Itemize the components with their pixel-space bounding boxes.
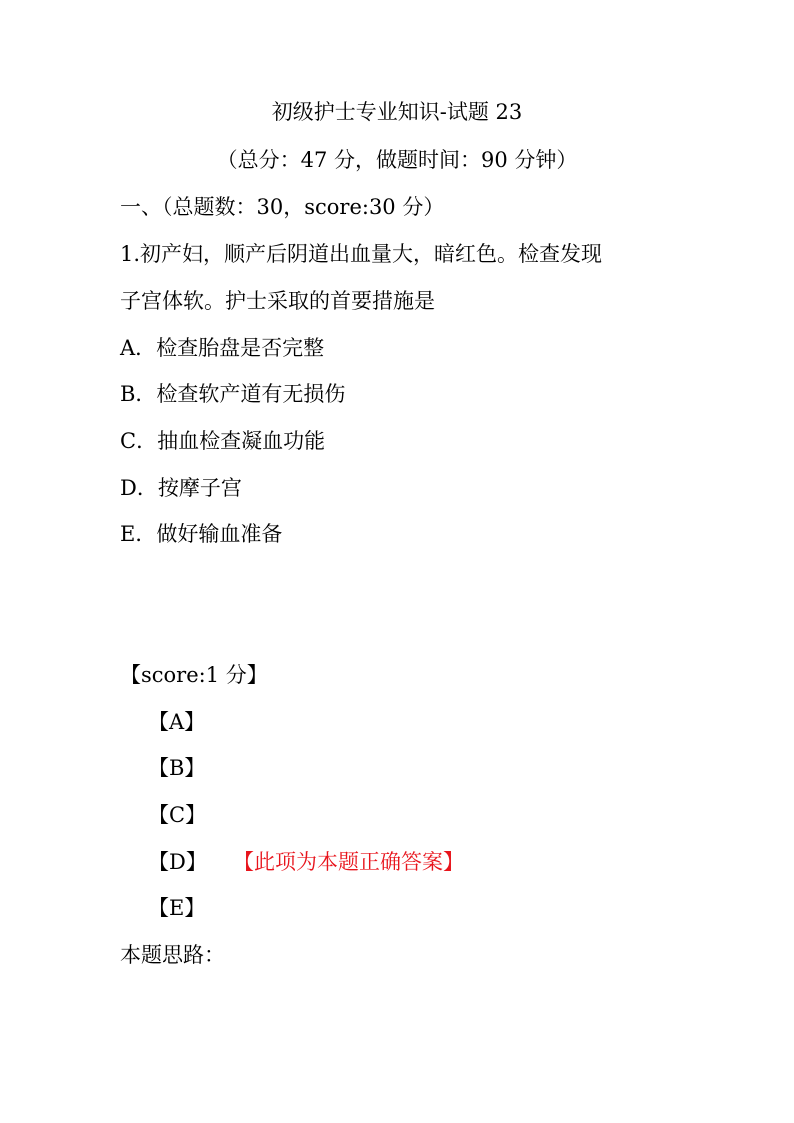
answer-choice-a: 【A】 (148, 710, 206, 734)
answer-choice-e: 【E】 (148, 896, 206, 920)
explanation-label: 本题思路： (120, 943, 225, 967)
question-stem-line-1: 1.初产妇，顺产后阴道出血量大，暗红色。检查发现 (120, 242, 603, 266)
page-subtitle: （总分：47 分，做题时间：90 分钟） (216, 148, 578, 172)
answer-choice-d: 【D】 (148, 850, 207, 874)
option-e: E．做好输血准备 (120, 522, 283, 546)
score-label: 【score:1 分】 (120, 663, 268, 687)
page-title: 初级护士专业知识-试题 23 (271, 100, 523, 124)
option-d: D．按摩子宫 (120, 476, 242, 500)
correct-answer-note: 【此项为本题正确答案】 (233, 850, 464, 874)
answer-choice-c: 【C】 (148, 803, 207, 827)
option-a: A．检查胎盘是否完整 (120, 336, 325, 360)
answer-choice-b: 【B】 (148, 756, 206, 780)
option-b: B．检查软产道有无损伤 (120, 382, 346, 406)
question-stem-line-2: 子宫体软。护士采取的首要措施是 (120, 289, 435, 313)
section-heading: 一、（总题数：30，score:30 分） (120, 195, 445, 219)
option-c: C．抽血检查凝血功能 (120, 429, 326, 453)
